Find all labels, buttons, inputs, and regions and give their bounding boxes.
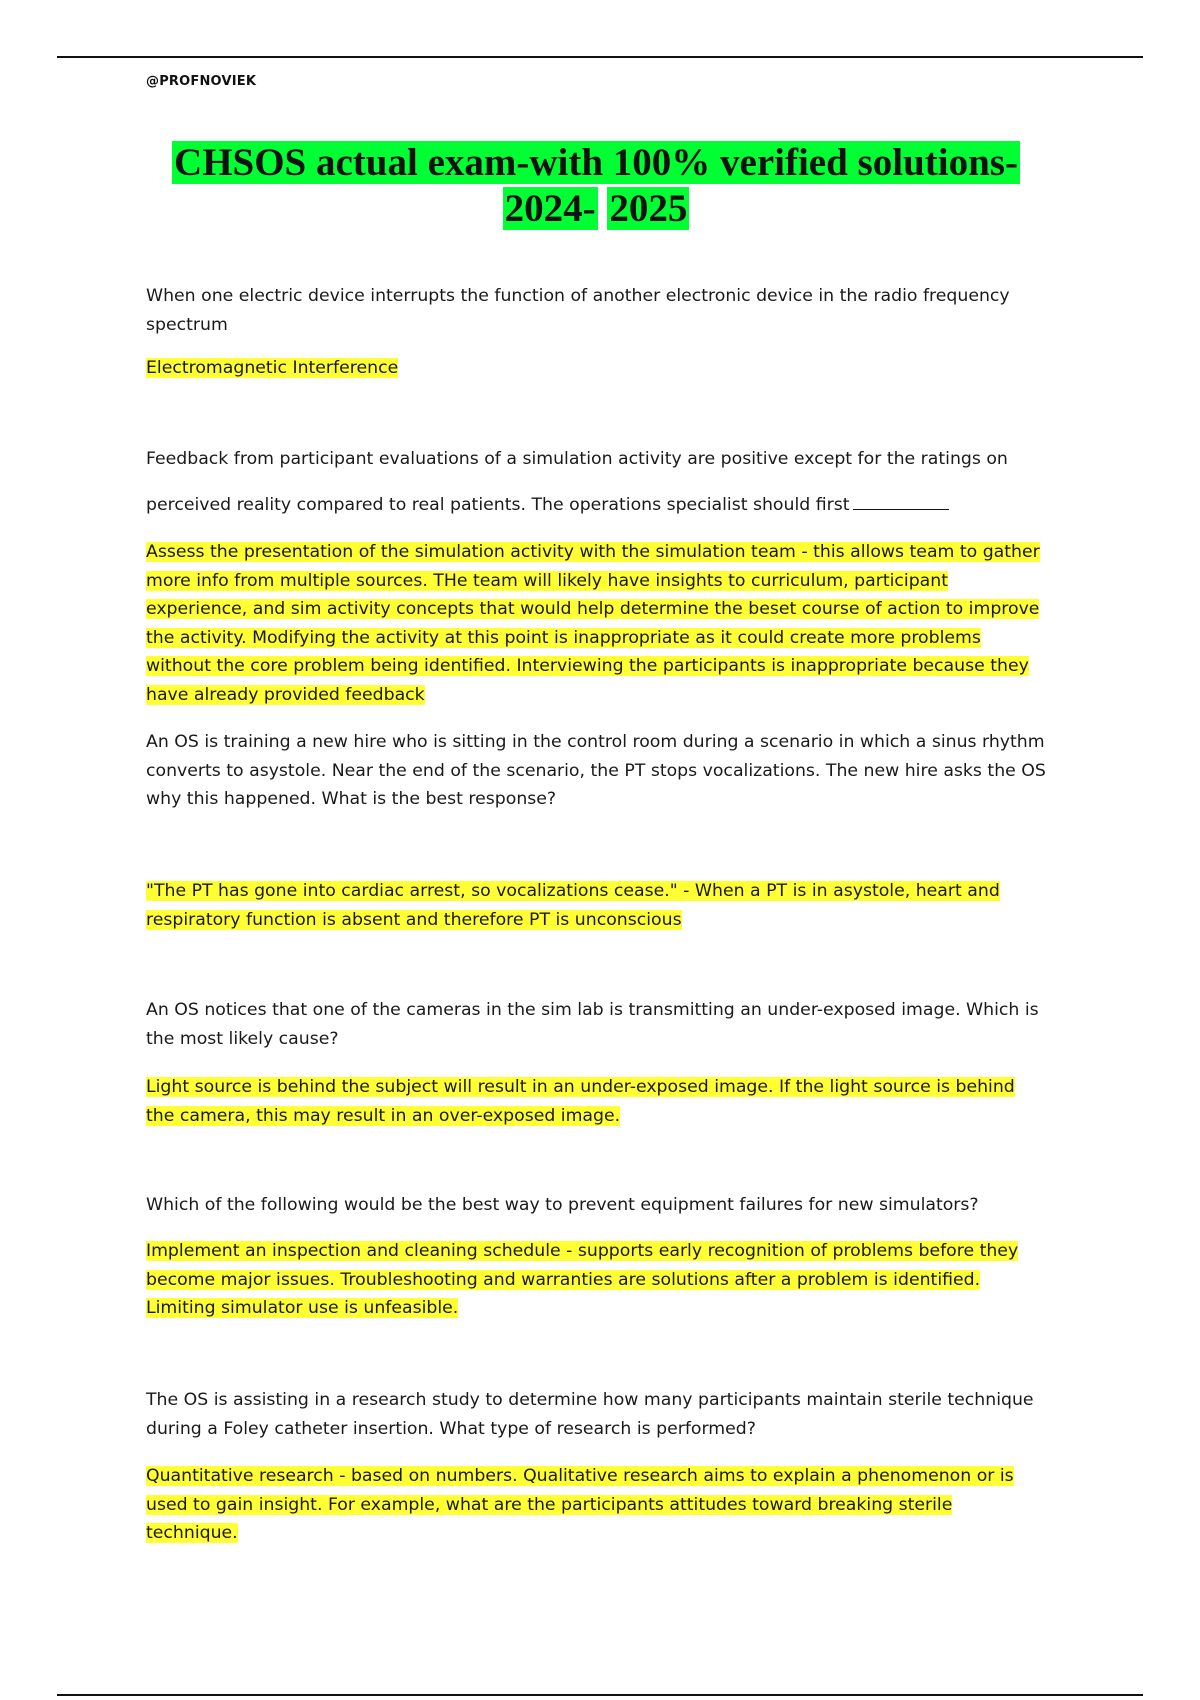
answer-3-text: "The PT has gone into cardiac arrest, so vocalizations cease." - When a PT is in asystole, heart and respiratory function is absent and therefore PT is unconscious [146, 881, 1000, 930]
top-rule [57, 56, 1143, 58]
answer-3 [146, 877, 1046, 934]
answer-4 [146, 1073, 1046, 1130]
answer-1-text: Electromagnetic Interference [146, 358, 399, 378]
question-3: An OS is training a new hire who is sitting in the control room during a scenario in which a sinus rhythm converts to asystole. Near the end of the scenario, the PT stops vocalizations. The new hire asks the OS why this happened. What is the best response? [146, 732, 1046, 809]
question-1: When one electric device interrupts the function of another electronic device in the radio frequency spectrum [146, 286, 1010, 335]
answer-6 [146, 1462, 1046, 1548]
question-6: The OS is assisting in a research study to determine how many participants maintain sterile technique during a Foley catheter insertion. What type of research is performed? [146, 1390, 1034, 1439]
answer-4-text: Light source is behind the subject will result in an under-exposed image. If the light source is behind the camera, this may result in an over-exposed image. [146, 1077, 1015, 1126]
author-tag: @PROFNOVIEK [146, 74, 257, 89]
answer-2-text: Assess the presentation of the simulation activity with the simulation team - this allows team to gather more info from multiple sources. THe team will likely have insights to curriculum, participant experience, and sim activity concepts that would help determine the beset course of action to improve the activity. Modifying the activity at this point is inappropriate as it could create more problems without the core problem being identified. Interviewing the participants is inappropriate because they have already provided feedback [146, 542, 1040, 705]
answer-5-text: Implement an inspection and cleaning schedule - supports early recognition of problems before they become major issues. Troubleshooting and warranties are solutions after a problem is identified. Limiting simulator use is unfeasible. [146, 1241, 1019, 1318]
question-2 [146, 436, 1046, 528]
answer-2 [146, 538, 1046, 709]
bottom-rule [57, 1694, 1143, 1696]
answer-5 [146, 1237, 1046, 1323]
answer-1 [146, 354, 1046, 383]
title-year-end: 2025 [609, 187, 688, 230]
document-title [146, 140, 1046, 232]
answer-blank [853, 494, 949, 510]
question-2-text: Feedback from participant evaluations of a simulation activity are positive except for the ratings on perceived reality compared to real patients. The operations specialist should first [146, 449, 1008, 515]
question-5: Which of the following would be the best way to prevent equipment failures for new simulators? [146, 1195, 979, 1215]
answer-6-text: Quantitative research - based on numbers. Qualitative research aims to explain a phenomenon or is used to gain insight. For example, what are the participants attitudes toward breaking sterile technique. [146, 1466, 1014, 1543]
question-4: An OS notices that one of the cameras in the sim lab is transmitting an under-exposed image. Which is the most likely cause? [146, 1000, 1039, 1049]
title-line-1: CHSOS actual exam-with 100% verified solutions- [174, 141, 1018, 184]
title-year-start: 2024- [504, 187, 596, 230]
